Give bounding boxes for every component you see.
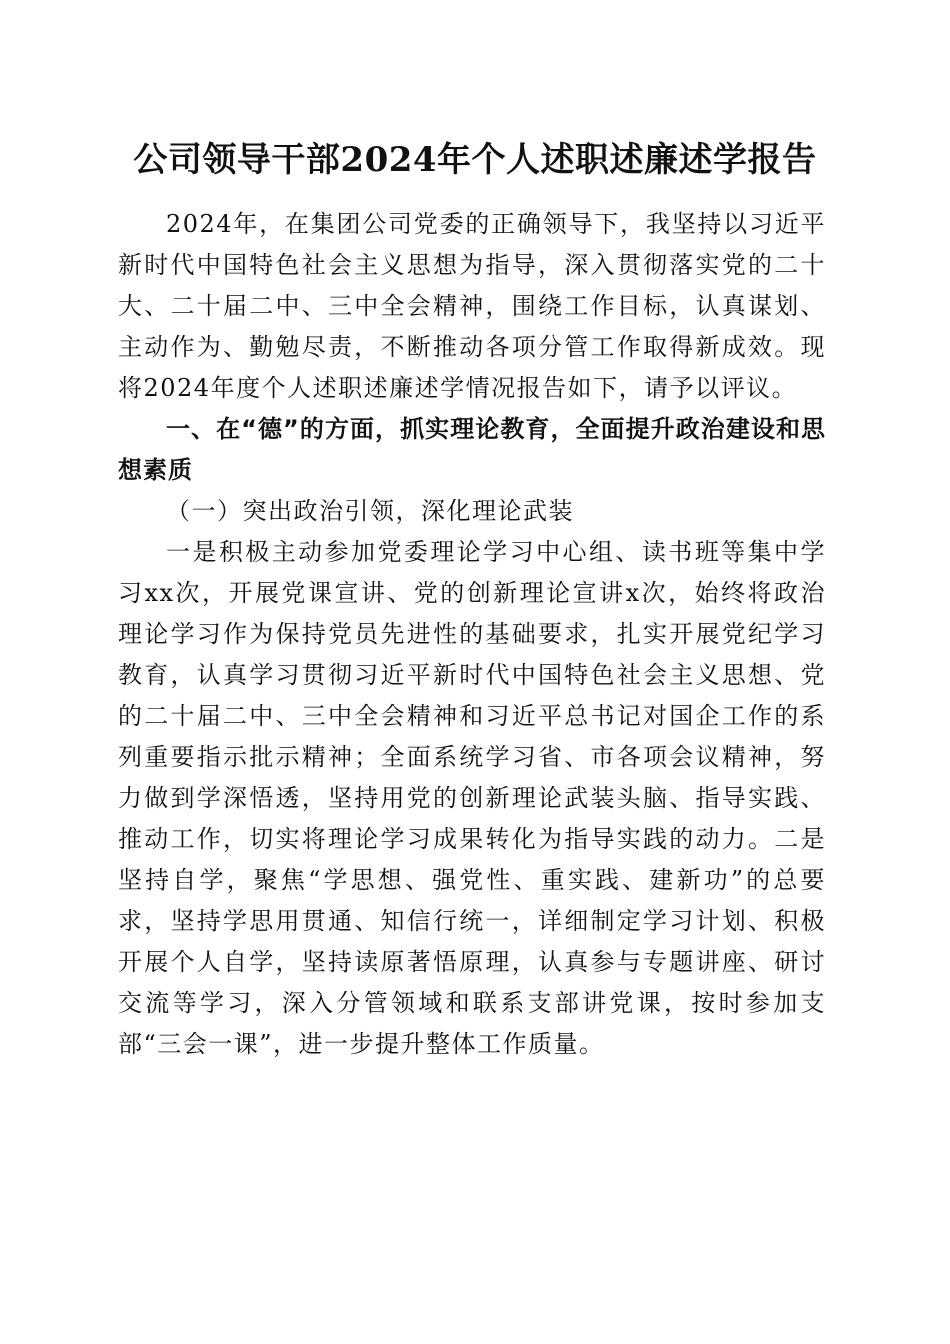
intro-paragraph: 2024年，在集团公司党委的正确领导下，我坚持以习近平新时代中国特色社会主义思想为指导，深入贯彻落实党的二十大、二十届二中、三中全会精神，围绕工作目标，认真谋划、主动作为、勤勉尽责，不断推动各项分管工作取得新成效。现将2024年度个人述职述廉述学情况报告如下，请予以评议。 [118,210,826,402]
section-heading: 一、在“德”的方面，抓实理论教育，全面提升政治建设和思想素质 [118,415,826,484]
document-title: 公司领导干部2024年个人述职述廉述学报告 [133,140,817,180]
document-body [118,204,826,1065]
subsection-heading: （一）突出政治引领，深化理论武装 [166,497,574,525]
body-paragraph: 一是积极主动参加党委理论学习中心组、读书班等集中学习xx次，开展党课宣讲、党的创新理论宣讲x次，始终将政治理论学习作为保持党员先进性的基础要求，扎实开展党纪学习教育，认真学习贯彻习近平新时代中国特色社会主义思想、党的二十届二中、三中全会精神和习近平总书记对国企工作的系列重要指示批示精神；全面系统学习省、市各项会议精神，努力做到学深悟透，坚持用党的创新理论武装头脑、指导实践、推动工作，切实将理论学习成果转化为指导实践的动力。二是坚持自学，聚焦“学思想、强党性、重实践、建新功”的总要求，坚持学思用贯通、知信行统一，详细制定学习计划、积极开展个人自学，坚持读原著悟原理，认真参与专题讲座、研讨交流等学习，深入分管领域和联系支部讲党课，按时参加支部“三会一课”，进一步提升整体工作质量。 [118,538,826,1058]
